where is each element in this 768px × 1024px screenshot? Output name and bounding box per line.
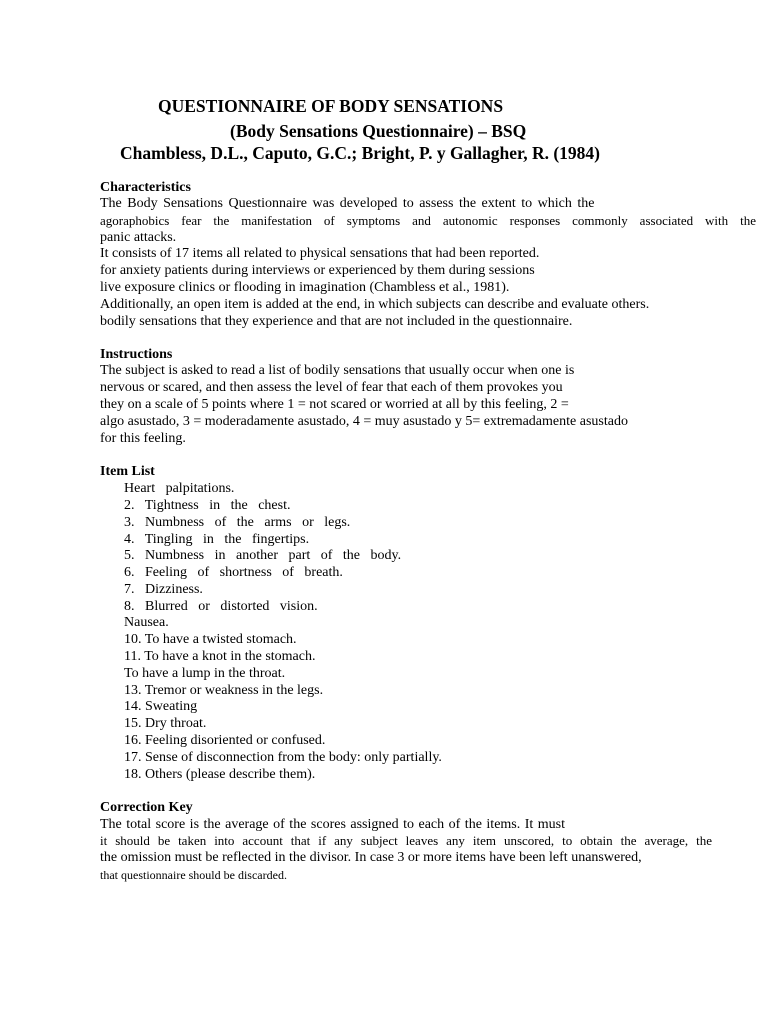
instructions-line: they on a scale of 5 points where 1 = not scared or worried at all by this feeling, 2 = xyxy=(100,397,569,412)
correction-key-line: the omission must be reflected in the divisor. In case 3 or more items have been left unanswered, xyxy=(100,850,642,865)
list-item: 3. Numbness of the arms or legs. xyxy=(124,515,351,530)
characteristics-line: for anxiety patients during interviews or experienced by them during sessions xyxy=(100,263,535,278)
list-item: 16. Feeling disoriented or confused. xyxy=(124,733,326,748)
characteristics-heading: Characteristics xyxy=(100,180,191,195)
correction-key-line: The total score is the average of the scores assigned to each of the items. It must xyxy=(100,817,566,832)
document-title: QUESTIONNAIRE OF BODY SENSATIONS xyxy=(158,96,504,116)
list-item: Nausea. xyxy=(124,615,169,630)
characteristics-line: live exposure clinics or flooding in imagination (Chambless et al., 1981). xyxy=(100,280,510,295)
instructions-line: for this feeling. xyxy=(100,431,186,446)
correction-key-line: that questionnaire should be discarded. xyxy=(100,868,287,882)
list-item: 11. To have a knot in the stomach. xyxy=(124,649,316,664)
instructions-line: nervous or scared, and then assess the level of fear that each of them provokes you xyxy=(100,380,563,395)
characteristics-line: The Body Sensations Questionnaire was developed to assess the extent to which the xyxy=(100,196,595,211)
list-item: 14. Sweating xyxy=(124,699,198,714)
list-item: 13. Tremor or weakness in the legs. xyxy=(124,683,324,698)
characteristics-line: bodily sensations that they experience and that are not included in the questionnaire. xyxy=(100,314,573,329)
characteristics-line: Additionally, an open item is added at the end, in which subjects can describe and evaluate others. xyxy=(100,297,650,312)
list-item: To have a lump in the throat. xyxy=(124,666,286,681)
list-item: 7. Dizziness. xyxy=(124,582,203,597)
list-item: 5. Numbness in another part of the body. xyxy=(124,548,402,563)
characteristics-line: agoraphobics fear the manifestation of symptoms and autonomic responses commonly associated with the xyxy=(100,213,756,228)
list-item: 6. Feeling of shortness of breath. xyxy=(124,565,343,580)
list-item: 17. Sense of disconnection from the body: only partially. xyxy=(124,750,442,765)
instructions-line: algo asustado, 3 = moderadamente asustado, 4 = muy asustado y 5= extremadamente asustado xyxy=(100,414,628,429)
instructions-heading: Instructions xyxy=(100,347,173,362)
characteristics-line: panic attacks. xyxy=(100,230,177,245)
list-item: 2. Tightness in the chest. xyxy=(124,498,291,513)
characteristics-line: It consists of 17 items all related to physical sensations that had been reported. xyxy=(100,246,540,261)
correction-key-line: it should be taken into account that if any subject leaves any item unscored, to obtain the average, the xyxy=(100,833,712,848)
document-subtitle: (Body Sensations Questionnaire) – BSQ xyxy=(230,121,527,141)
document-authors: Chambless, D.L., Caputo, G.C.; Bright, P. y Gallagher, R. (1984) xyxy=(120,143,600,163)
instructions-line: The subject is asked to read a list of bodily sensations that usually occur when one is xyxy=(100,363,575,378)
correction-key-heading: Correction Key xyxy=(100,800,193,815)
list-item: 18. Others (please describe them). xyxy=(124,767,316,782)
list-item: 8. Blurred or distorted vision. xyxy=(124,599,318,614)
list-item: Heart palpitations. xyxy=(124,481,235,496)
item-list-heading: Item List xyxy=(100,464,155,479)
list-item: 15. Dry throat. xyxy=(124,716,207,731)
list-item: 4. Tingling in the fingertips. xyxy=(124,532,310,547)
list-item: 10. To have a twisted stomach. xyxy=(124,632,297,647)
